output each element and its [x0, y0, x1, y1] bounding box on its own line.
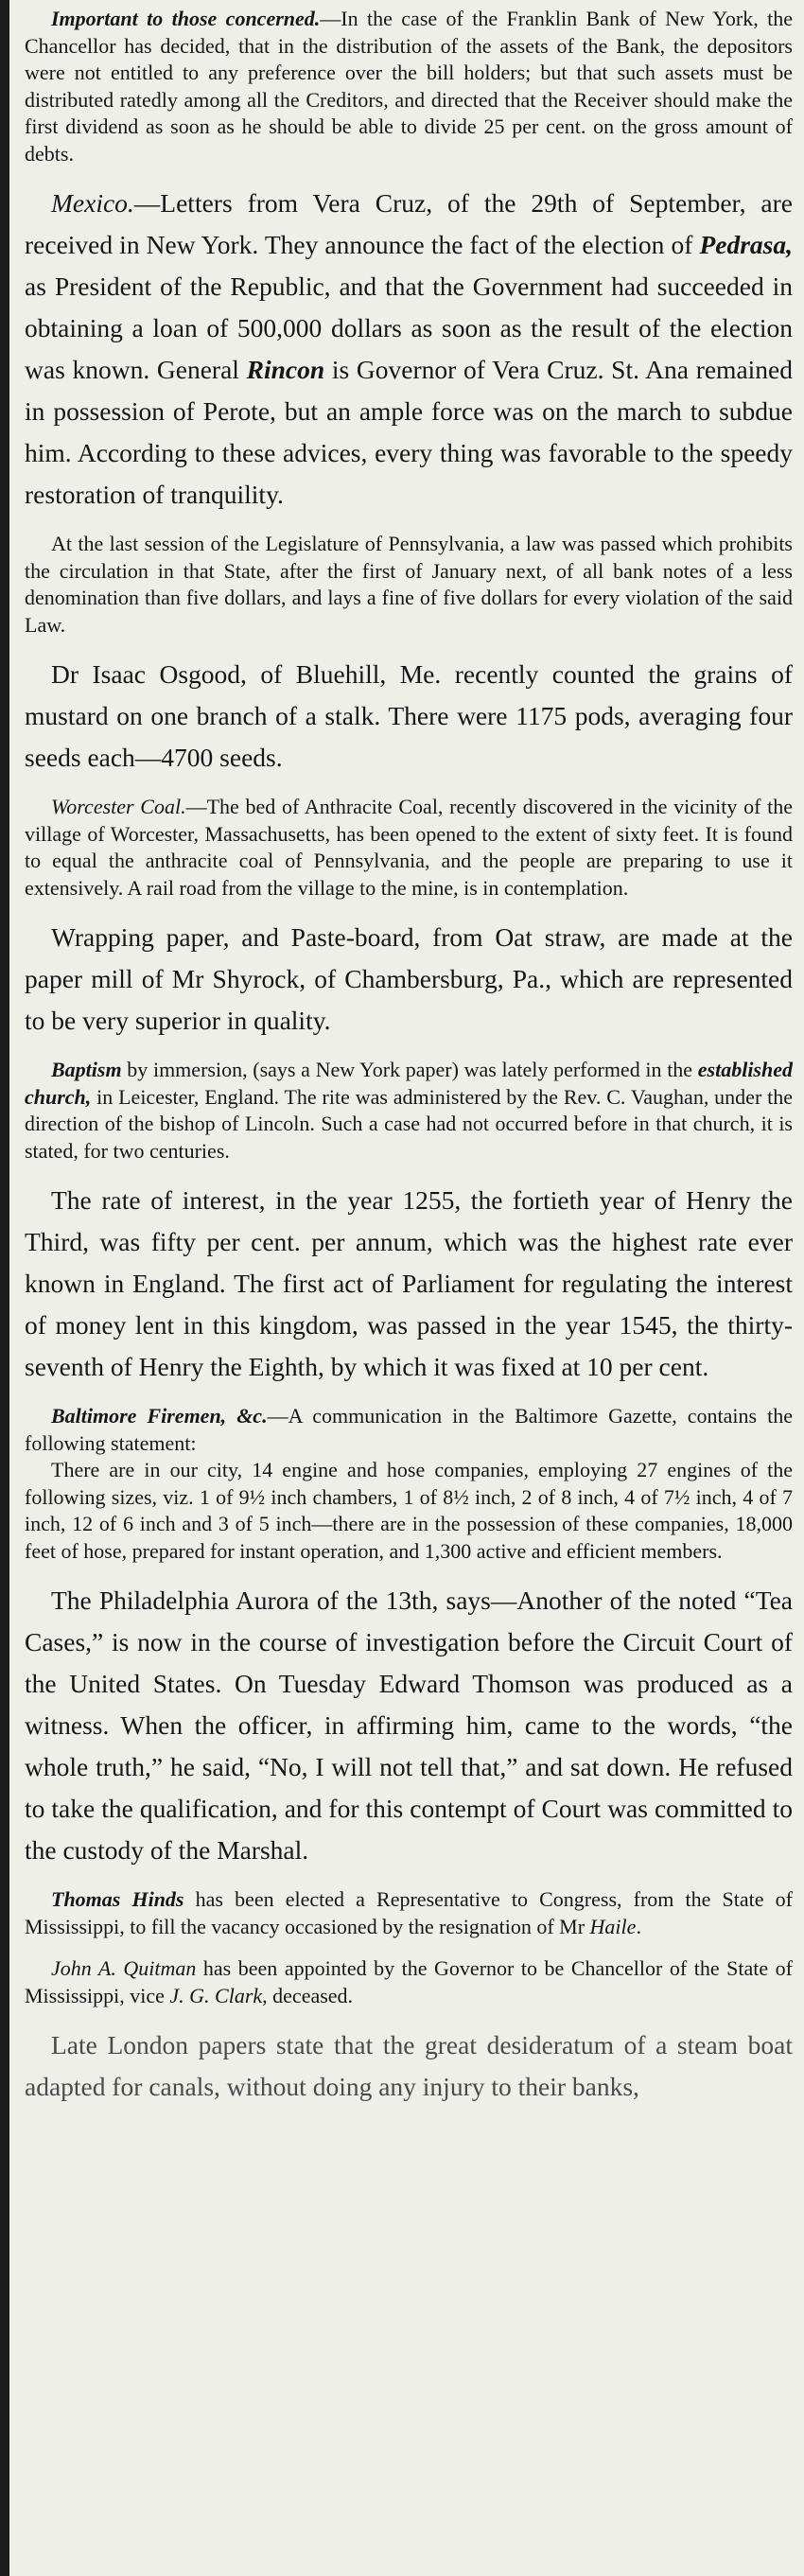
article-text: Wrapping paper, and Paste-board, from Oat straw, are made at the paper mill of Mr Shyrock, of Chambersburg, Pa., which are represented to be very superior in quality.	[25, 922, 793, 1035]
phrase-established-church: established church,	[25, 1058, 793, 1109]
article-lead: Thomas Hinds	[51, 1887, 184, 1911]
article-lead: Mexico.	[51, 188, 134, 218]
article-lead: Baptism	[51, 1058, 122, 1081]
article-text: —Letters from Vera Cruz, of the 29th of September, are received in New York. They announce the fact of the election of	[25, 188, 793, 259]
article-franklin-bank	[25, 6, 793, 167]
article-text: —In the case of the Franklin Bank of New York, the Chancellor has decided, that in the distribution of the assets of the Bank, the depositors were not entitled to any preference over the bill holders; but that such assets must be distributed ratedly among all the Creditors, and directed that the Receiver should make the first dividend as soon as he should be able to divide 25 per cent. on the gross amount of debts.	[25, 7, 793, 166]
article-text: has been elected a Representative to Congress, from the State of Mississippi, to fill the vacancy occasioned by the resignation of Mr	[25, 1887, 793, 1938]
article-mustard	[25, 654, 793, 779]
article-text: Dr Isaac Osgood, of Bluehill, Me. recently counted the grains of mustard on one branch of a stalk. There were 1175 pods, averaging four seeds each—4700 seeds.	[25, 659, 793, 772]
article-text: At the last session of the Legislature of Pennsylvania, a law was passed which prohibits the circulation in that State, after the first of January next, of all bank notes of a less denomination than five dollars, and lays a fine of five dollars for every violation of the said Law.	[25, 532, 793, 637]
article-text: The rate of interest, in the year 1255, the fortieth year of Henry the Third, was fifty per cent. per annum, which was the highest rate ever known in England. The first act of Parliament for regulating the interest of money lent in this kingdom, was passed in the year 1545, the thirty-seventh of Henry the Eighth, by which it was fixed at 10 per cent.	[25, 1185, 793, 1381]
column-rule	[0, 0, 9, 2576]
article-lead: John A. Quitman	[51, 1956, 197, 1980]
article-lead: Worcester Coal.	[51, 795, 186, 818]
article-text: .	[636, 1914, 641, 1938]
article-london-steam-boat	[25, 2024, 793, 2108]
article-text: There are in our city, 14 engine and hose companies, employing 27 engines of the following sizes, viz. 1 of 9½ inch chambers, 1 of 8½ inch, 2 of 8 inch, 4 of 7½ inch, 4 of 7 inch, 12 of 6 inch and 3 of 5 inch—there are in the possession of these companies, 18,000 feet of hose, prepared for instant operation, and 1,300 active and efficient members.	[25, 1458, 793, 1563]
article-lead: Baltimore Firemen, &c.	[51, 1404, 268, 1428]
name-pedrasa: Pedrasa,	[699, 230, 793, 259]
article-aurora-tea-cases	[25, 1580, 793, 1871]
name-clark: J. G. Clark,	[169, 1983, 268, 2007]
article-text: as President of the Republic, and that the Government had succeeded in obtaining a loan of 500,000 dollars as soon as the result of the election was known. General	[25, 272, 793, 384]
article-text: by immersion, (says a New York paper) was lately performed in the	[121, 1058, 698, 1081]
article-baptism	[25, 1057, 793, 1165]
name-haile: Haile	[589, 1914, 637, 1938]
article-text: in Leicester, England. The rite was administered by the Rev. C. Vaughan, under the direction of the bishop of Lincoln. Such a case had not occurred before in that church, it is stated, for two centuries.	[25, 1084, 793, 1163]
article-text: has been appointed by the Governor to be Chancellor of the State of Mississippi, vice	[25, 1956, 793, 2007]
article-thomas-hinds	[25, 1886, 793, 1940]
article-mexico	[25, 183, 793, 516]
article-text: —A communication in the Baltimore Gazette, contains the following statement:	[25, 1404, 793, 1455]
article-lead: Important to those concerned.	[51, 7, 321, 30]
article-pennsylvania-law	[25, 531, 793, 639]
article-text: is Governor of Vera Cruz. St. Ana remained in possession of Perote, but an ample force was on the march to subdue him. According to these advices, every thing was favorable to the speedy restoration of tranquility.	[25, 355, 793, 509]
news-column	[25, 6, 793, 2123]
article-rate-of-interest	[25, 1180, 793, 1388]
article-john-quitman	[25, 1955, 793, 2009]
article-text: The Philadelphia Aurora of the 13th, says—Another of the noted “Tea Cases,” is now in the course of investigation before the Circuit Court of the United States. On Tuesday Edward Thomson was produced as a witness. When the officer, in affirming him, came to the words, “the whole truth,” he said, “No, I will not tell that,” and sat down. He refused to take the qualification, and for this contempt of Court was committed to the custody of the Marshal.	[25, 1586, 793, 1865]
name-rincon: Rincon	[246, 355, 325, 384]
article-wrapping-paper	[25, 917, 793, 1042]
article-text: Late London papers state that the great desideratum of a steam boat adapted for canals, without doing any injury to their banks,	[25, 2030, 793, 2101]
article-text: —The bed of Anthracite Coal, recently discovered in the vicinity of the village of Worcester, Massachusetts, has been opened to the extent of sixty feet. It is found to equal the anthracite coal of Pennsylvania, and the people are preparing to use it extensively. A rail road from the village to the mine, is in contemplation.	[25, 795, 793, 900]
article-baltimore-firemen	[25, 1403, 793, 1565]
article-worcester-coal	[25, 794, 793, 902]
article-text: deceased.	[267, 1983, 354, 2007]
